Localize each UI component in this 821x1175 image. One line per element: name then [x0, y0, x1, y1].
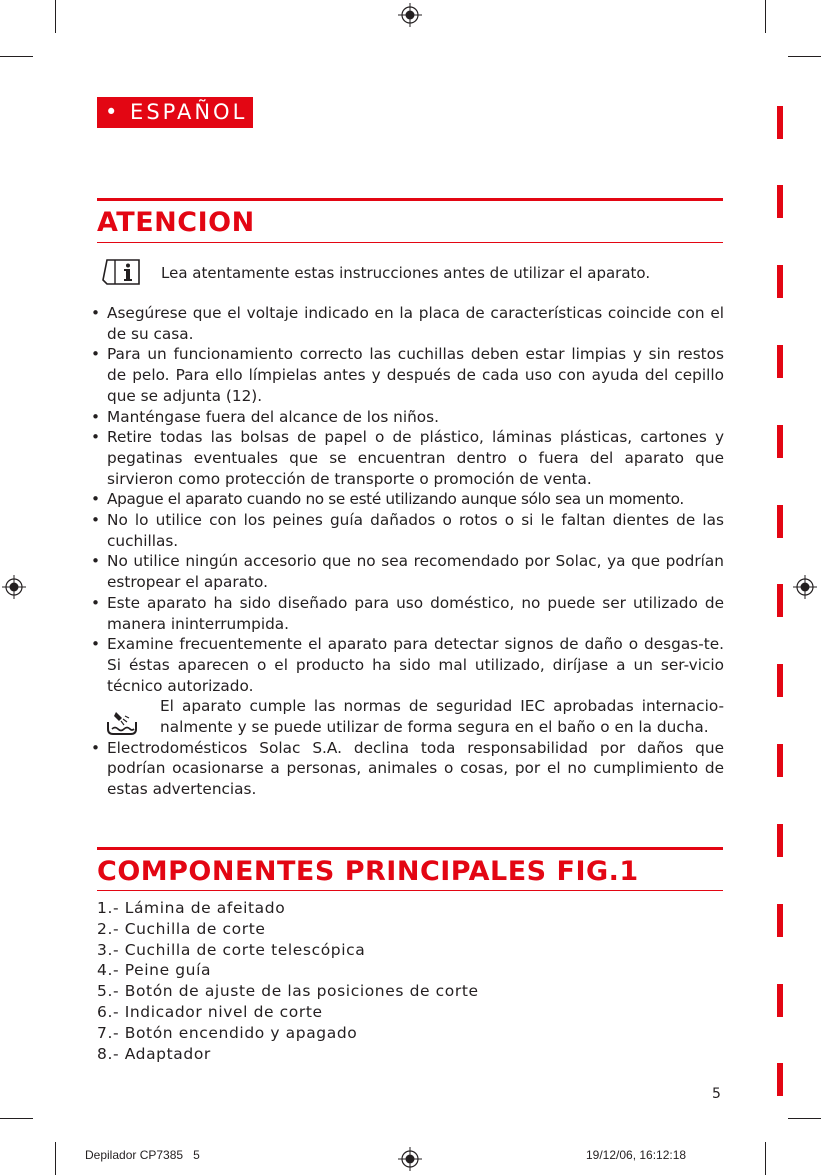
crop-mark — [0, 1118, 33, 1119]
side-tab-bar — [777, 584, 783, 617]
list-item: • Electrodomésticos Solac S.A. declina toda responsabilidad por daños que podrían ocasionarse a personas, animales o cosas, por el no cumplimiento de estas advertencias. — [90, 738, 724, 800]
print-slug-date: 19/12/06, 16:12:18 — [586, 1148, 687, 1162]
section-title-atencion: ATENCION — [97, 207, 255, 238]
side-tab-bar — [777, 106, 783, 139]
side-tab-bar — [777, 505, 783, 538]
side-tab-bar — [777, 904, 783, 937]
registration-mark-icon — [793, 575, 817, 599]
page-number: 5 — [712, 1086, 721, 1102]
registration-mark-icon — [398, 1147, 422, 1171]
side-tab-bar — [777, 265, 783, 298]
side-tab-bar — [777, 1063, 783, 1096]
list-item: • Manténgase fuera del alcance de los niños. — [90, 407, 724, 428]
list-item: 4.- Peine guía — [97, 961, 212, 980]
section-title-componentes: COMPONENTES PRINCIPALES FIG.1 — [97, 856, 639, 887]
bath-note-text: El aparato cumple las normas de seguridad IEC aprobadas internacio-nalmente y se puede utilizar de forma segura en el baño o en la ducha. — [160, 697, 724, 737]
print-slug-file: Depilador CP7385 5 — [85, 1148, 200, 1162]
list-item: • Retire todas las bolsas de papel o de plástico, láminas plásticas, cartones y pegatinas eventuales que se encuentran dentro o fuera del aparato que sirvieron como protección de transporte o promoción de venta. — [90, 427, 724, 489]
list-item: 1.- Lámina de afeitado — [97, 899, 286, 917]
language-tab: • ESPAÑOL — [97, 97, 253, 128]
list-item: • Asegúrese que el voltaje indicado en la placa de características coincide con el de su casa. — [90, 303, 724, 344]
list-item: • No lo utilice con los peines guía dañados o rotos o si le faltan dientes de las cuchillas. — [90, 510, 724, 551]
crop-mark — [765, 0, 766, 33]
list-item: 2.- Cuchilla de corte — [97, 919, 266, 938]
list-item: • Apague el aparato cuando no se esté utilizando aunque sólo sea un momento. — [90, 489, 724, 510]
section-rule — [97, 847, 723, 850]
list-item: 6.- Indicador nivel de corte — [97, 1002, 323, 1021]
list-item: 5.- Botón de ajuste de las posiciones de corte — [97, 982, 479, 1001]
side-tab-bar — [777, 664, 783, 697]
crop-mark — [788, 1118, 821, 1119]
bathtub-shower-icon — [106, 710, 138, 736]
list-item: • Este aparato ha sido diseñado para uso doméstico, no puede ser utilizado de manera ininterrumpida. — [90, 593, 724, 634]
list-item: • Para un funcionamiento correcto las cuchillas deben estar limpias y sin restos de pelo. Para ello límpielas antes y después de cada uso con ayuda del cepillo que se adjunta (12). — [90, 344, 724, 406]
section-rule — [97, 890, 723, 891]
side-tab-bar — [777, 185, 783, 218]
side-tab-bar — [777, 824, 783, 857]
list-item: • No utilice ningún accesorio que no sea recomendado por Solac, ya que podrían estropear el aparato. — [90, 551, 724, 592]
section-rule — [97, 198, 723, 201]
components-list — [97, 898, 479, 1064]
list-item: 7.- Botón encendido y apagado — [97, 1023, 358, 1042]
registration-mark-icon — [398, 3, 422, 27]
list-item: 8.- Adaptador — [97, 1044, 211, 1063]
registration-mark-icon — [2, 575, 26, 599]
crop-mark — [55, 1142, 56, 1175]
list-item: 3.- Cuchilla de corte telescópica — [97, 940, 366, 959]
side-tab-bar — [777, 984, 783, 1017]
list-item: • Examine frecuentemente el aparato para detectar signos de daño o desgas-te. Si éstas aparecen o el producto ha sido mal utilizado, diríjase a un ser-vicio técnico autorizado. — [90, 634, 724, 696]
section-rule — [97, 242, 723, 243]
warnings-list — [90, 303, 724, 800]
crop-mark — [0, 56, 33, 57]
bath-safety-note — [90, 696, 724, 737]
side-tab-bar — [777, 345, 783, 378]
side-tab-bar — [777, 744, 783, 777]
read-instructions-icon — [101, 257, 143, 287]
crop-mark — [765, 1142, 766, 1175]
crop-mark — [788, 56, 821, 57]
intro-text: Lea atentamente estas instrucciones antes de utilizar el aparato. — [161, 264, 651, 282]
side-tab-bar — [777, 425, 783, 458]
crop-mark — [55, 0, 56, 33]
